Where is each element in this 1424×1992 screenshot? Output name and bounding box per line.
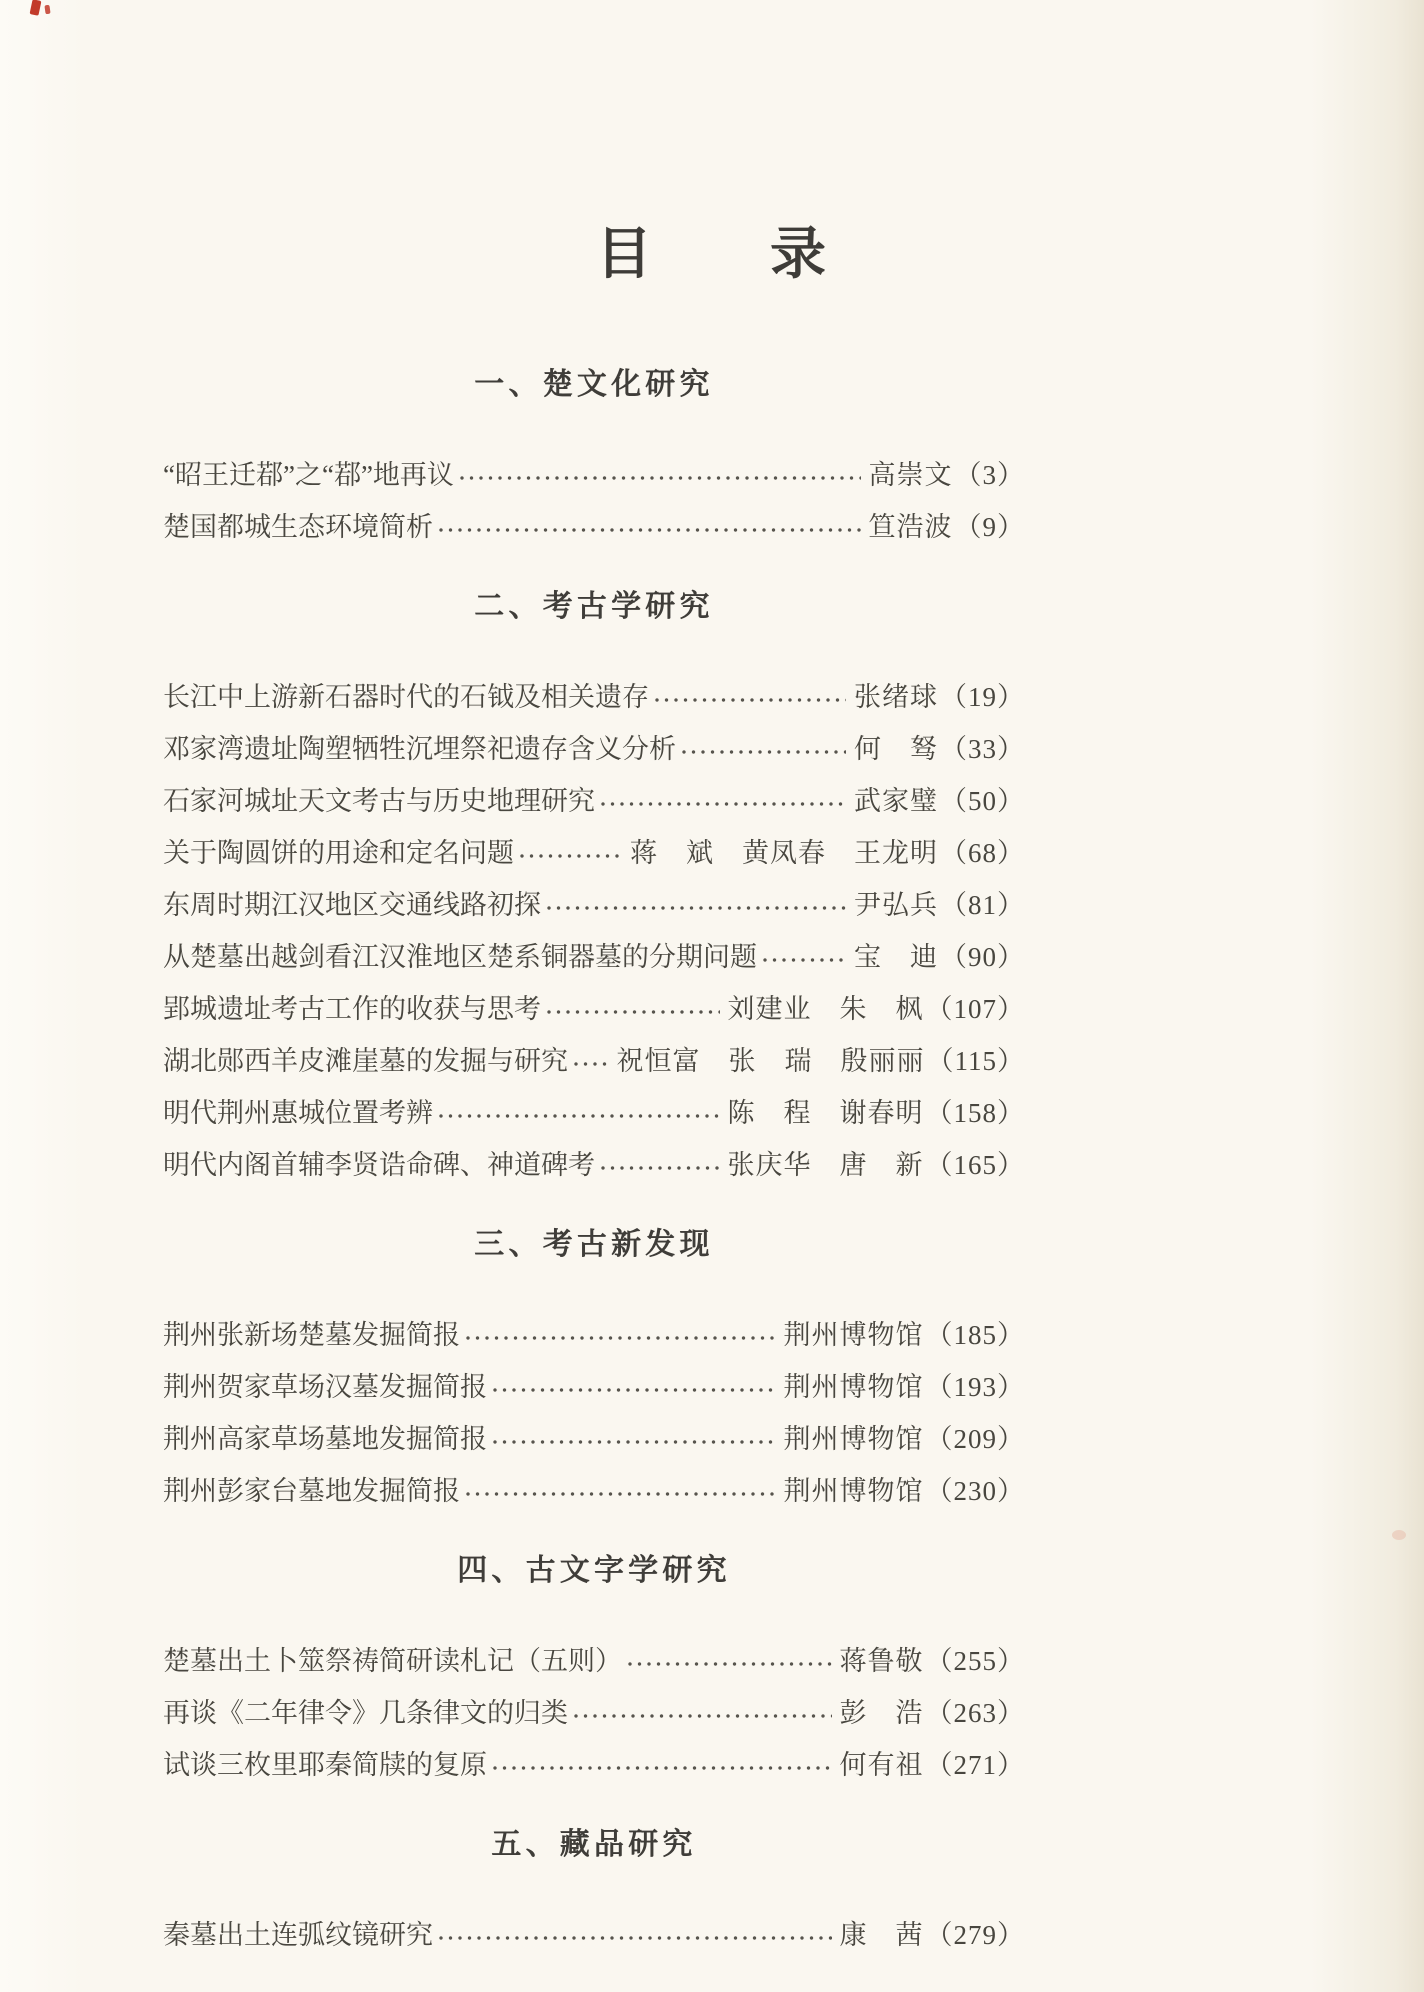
entry-authors: 荆州博物馆	[783, 1475, 924, 1506]
toc-entry	[163, 449, 1025, 501]
entry-title: 楚墓出土卜筮祭祷简研读札记（五则）	[163, 1645, 622, 1676]
toc-entry	[163, 931, 1025, 983]
entry-title: 再谈《二年律令》几条律文的归类	[163, 1697, 568, 1728]
toc-entry	[163, 1635, 1025, 1687]
entry-page-number: （68）	[940, 837, 1025, 868]
entry-authors: 高崇文	[868, 459, 953, 490]
entry-authors: 彭 浩	[839, 1697, 924, 1728]
entry-title: 明代荆州惠城位置考辨	[163, 1097, 433, 1128]
entry-title: 荆州张新场楚墓发掘简报	[163, 1319, 460, 1350]
entry-authors: 祝恒富 张 瑞 殷丽丽	[616, 1045, 925, 1076]
toc-entry	[163, 827, 1025, 879]
dot-leader	[464, 1309, 776, 1361]
entry-authors: 蒋 斌 黄凤春 王龙明	[630, 837, 938, 868]
entry-title: 试谈三枚里耶秦简牍的复原	[163, 1749, 487, 1780]
entry-authors: 尹弘兵	[854, 889, 938, 920]
entry-title: “昭王迁鄀”之“鄀”地再议	[163, 459, 454, 490]
scan-artifact-red-mark	[44, 5, 50, 15]
toc-entry	[163, 1687, 1025, 1739]
section-entries	[163, 449, 1025, 553]
toc-entry	[163, 1413, 1025, 1465]
dot-leader	[599, 1139, 720, 1191]
entry-title: 荆州彭家台墓地发掘简报	[163, 1475, 460, 1506]
entry-authors: 笪浩波	[868, 511, 953, 542]
entry-title: 荆州贺家草场汉墓发掘简报	[163, 1371, 487, 1402]
section-entries	[163, 671, 1025, 1191]
entry-title: 楚国都城生态环境简析	[163, 511, 433, 542]
entry-authors: 张绪球	[854, 681, 938, 712]
entry-title: 东周时期江汉地区交通线路初探	[163, 889, 541, 920]
dot-leader	[599, 775, 846, 827]
dot-leader	[491, 1413, 776, 1465]
toc-entry	[163, 1739, 1025, 1791]
entry-page-number: （158）	[925, 1097, 1025, 1128]
entry-page-number: （19）	[940, 681, 1025, 712]
entry-page-number: （193）	[925, 1371, 1025, 1402]
toc-entry	[163, 1309, 1025, 1361]
entry-authors: 何有祖	[839, 1749, 924, 1780]
dot-leader	[680, 723, 846, 775]
entry-authors: 何 驽	[854, 733, 938, 764]
entry-page-number: （50）	[940, 785, 1025, 816]
entry-page-number: （33）	[940, 733, 1025, 764]
toc-entry	[163, 879, 1025, 931]
section-heading: 四、古文字学研究	[457, 1553, 731, 1587]
toc-entry	[163, 671, 1025, 723]
entry-page-number: （209）	[925, 1423, 1025, 1454]
dot-leader	[572, 1687, 832, 1739]
entry-title: 郢城遗址考古工作的收获与思考	[163, 993, 541, 1024]
dot-leader	[653, 671, 846, 723]
entry-page-number: （185）	[925, 1319, 1025, 1350]
section-entries	[163, 1309, 1025, 1517]
dot-leader	[437, 1087, 720, 1139]
entry-authors: 宝 迪	[854, 941, 938, 972]
scan-artifact-red-mark	[30, 0, 42, 16]
dot-leader	[458, 449, 861, 501]
dot-leader	[464, 1465, 776, 1517]
dot-leader	[545, 983, 720, 1035]
entry-page-number: （255）	[925, 1645, 1025, 1676]
dot-leader	[761, 931, 846, 983]
entry-authors: 张庆华 唐 新	[727, 1149, 924, 1180]
dot-leader	[437, 1909, 832, 1961]
section-entries	[163, 1909, 1025, 1961]
toc-entry	[163, 1909, 1025, 1961]
entry-title: 秦墓出土连弧纹镜研究	[163, 1919, 433, 1950]
section-heading: 三、考古新发现	[474, 1227, 714, 1261]
toc-content	[163, 361, 1025, 1961]
entry-authors: 刘建业 朱 枫	[727, 993, 924, 1024]
entry-title: 明代内阁首辅李贤诰命碑、神道碑考	[163, 1149, 595, 1180]
toc-entry	[163, 1465, 1025, 1517]
entry-authors: 荆州博物馆	[783, 1423, 924, 1454]
section-heading: 五、藏品研究	[491, 1827, 697, 1861]
toc-entry	[163, 1139, 1025, 1191]
entry-page-number: （9）	[954, 511, 1025, 542]
entry-page-number: （81）	[940, 889, 1025, 920]
dot-leader	[437, 501, 861, 553]
section-heading: 一、楚文化研究	[474, 367, 714, 401]
section-entries	[163, 1635, 1025, 1791]
entry-page-number: （90）	[940, 941, 1025, 972]
entry-authors: 蒋鲁敬	[839, 1645, 924, 1676]
section-heading: 二、考古学研究	[474, 589, 714, 623]
page-title: 目 录	[596, 224, 828, 286]
toc-entry	[163, 1035, 1025, 1087]
toc-entry	[163, 1361, 1025, 1413]
entry-title: 荆州高家草场墓地发掘简报	[163, 1423, 487, 1454]
dot-leader	[572, 1035, 609, 1087]
entry-authors: 陈 程 谢春明	[727, 1097, 924, 1128]
entry-authors: 荆州博物馆	[783, 1319, 924, 1350]
entry-title: 石家河城址天文考古与历史地理研究	[163, 785, 595, 816]
toc-entry	[163, 775, 1025, 827]
entry-page-number: （271）	[925, 1749, 1025, 1780]
dot-leader	[626, 1635, 832, 1687]
entry-page-number: （115）	[926, 1045, 1025, 1076]
entry-title: 邓家湾遗址陶塑牺牲沉埋祭祀遗存含义分析	[163, 733, 676, 764]
entry-authors: 武家璧	[854, 785, 938, 816]
dot-leader	[491, 1739, 832, 1791]
toc-entry	[163, 983, 1025, 1035]
toc-entry	[163, 1087, 1025, 1139]
entry-page-number: （3）	[954, 459, 1025, 490]
entry-page-number: （279）	[925, 1919, 1025, 1950]
dot-leader	[518, 827, 622, 879]
entry-page-number: （263）	[925, 1697, 1025, 1728]
entry-title: 关于陶圆饼的用途和定名问题	[163, 837, 514, 868]
entry-title: 长江中上游新石器时代的石钺及相关遗存	[163, 681, 649, 712]
entry-authors: 荆州博物馆	[783, 1371, 924, 1402]
entry-title: 湖北郧西羊皮滩崖墓的发掘与研究	[163, 1045, 568, 1076]
entry-title: 从楚墓出越剑看江汉淮地区楚系铜器墓的分期问题	[163, 941, 757, 972]
entry-page-number: （230）	[925, 1475, 1025, 1506]
dot-leader	[545, 879, 846, 931]
entry-page-number: （107）	[925, 993, 1025, 1024]
toc-entry	[163, 723, 1025, 775]
dot-leader	[491, 1361, 776, 1413]
toc-entry	[163, 501, 1025, 553]
entry-authors: 康 茜	[839, 1919, 924, 1950]
entry-page-number: （165）	[925, 1149, 1025, 1180]
scan-artifact-smudge	[1392, 1530, 1406, 1540]
